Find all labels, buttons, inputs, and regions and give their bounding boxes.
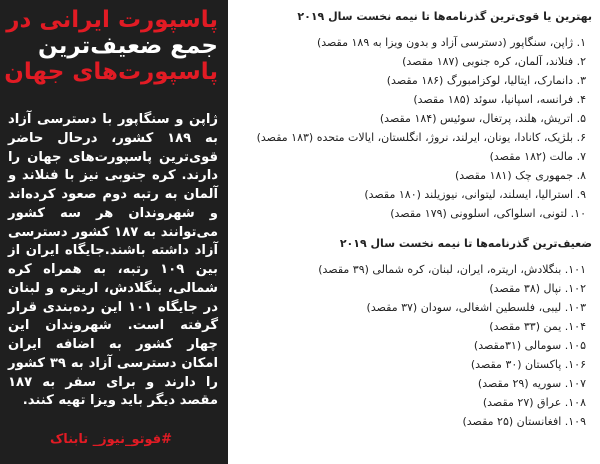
list-item: ۱۰۶. پاکستان (۳۰ مقصد)	[470, 358, 586, 371]
rankings	[236, 8, 592, 431]
list-item: ۱. ژاپن، سنگاپور (دسترسی آزاد و بدون ویزا به ۱۸۹ مقصد)	[316, 36, 586, 49]
list-item: ۱۰۱. بنگلادش، اریتره، ایران، لبنان، کره شمالی (۳۹ مقصد)	[318, 263, 586, 276]
headline	[4, 7, 218, 85]
list-item: ۱۰۲. نپال (۳۸ مقصد)	[489, 282, 586, 295]
list-item: ۲. فنلاند، آلمان، کره جنوبی (۱۸۷ مقصد)	[402, 55, 586, 68]
list-item: ۱۰۷. سوریه (۲۹ مقصد)	[477, 377, 586, 390]
list-item: ۳. دانمارک، ایتالیا، لوکزامبورگ (۱۸۶ مقصد)	[386, 74, 586, 87]
headline-panel	[0, 0, 228, 464]
weakest-title: ضعیف‌ترین گذرنامه‌ها تا نیمه نخست سال ۲۰۱۹	[339, 237, 592, 250]
headline-line-1: پاسپورت ایرانی در	[6, 7, 218, 33]
list-item: ۱۰۳. لیبی، فلسطین اشغالی، سودان (۳۷ مقصد)	[366, 301, 586, 314]
photo-news-credit: #فوتو_نیوز_ تابناک	[50, 432, 173, 447]
list-item: ۷. مالت (۱۸۲ مقصد)	[489, 150, 586, 163]
strongest-title: بهترین یا قوی‌ترین گذرنامه‌ها تا نیمه نخست سال ۲۰۱۹	[297, 10, 592, 23]
headline-line-3: پاسپورت‌های جهان	[4, 58, 218, 85]
list-item: ۱۰۴. یمن (۳۳ مقصد)	[489, 320, 586, 333]
list-item: ۱۰۵. سومالی (۳۱مقصد)	[473, 339, 586, 352]
list-item: ۸. جمهوری چک (۱۸۱ مقصد)	[455, 169, 586, 182]
list-item: ۱۰۹. افغانستان (۲۵ مقصد)	[462, 415, 586, 428]
weakest-list	[236, 260, 592, 431]
list-item: ۱۰. لتونی، اسلواکی، اسلوونی (۱۷۹ مقصد)	[390, 207, 586, 220]
headline-line-2: جمع ضعیف‌ترین	[38, 32, 218, 59]
strongest-list	[236, 33, 592, 223]
list-item: ۹. استرالیا، ایسلند، لیتوانی، نیوزیلند (۱۸۰ مقصد)	[364, 188, 586, 201]
summary-text: ژاپن و سنگاپور با دسترسی آزاد به ۱۸۹ کشور، درحال حاضر قوی‌ترین پاسپورت‌های جهان را دارند. کره جنوبی نیز با فنلاند و آلمان به رتبه دوم صعود کرده‌اند و شهروندان هر سه کشور می‌توانند به ۱۸۷ کشور دسترسی آزاد داشته باشند.جایگاه ایران از بین ۱۰۹ رتبه، به همراه کره شمالی، بنگلادش، اریتره و لبنان در جایگاه ۱۰۱ این رده‌بندی قرار گرفته است. شهروندان این چهار کشور به اضافه ایران امکان دسترسی آزاد به ۳۹ کشور را دارند و برای سفر به ۱۸۷ مقصد دیگر باید ویزا تهیه کنند.	[8, 112, 219, 409]
list-item: ۵. اتریش، هلند، پرتغال، سوئیس (۱۸۴ مقصد)	[379, 112, 586, 125]
list-item: ۱۰۸. عراق (۲۷ مقصد)	[482, 396, 586, 409]
list-item: ۴. فرانسه، اسپانیا، سوئد (۱۸۵ مقصد)	[413, 93, 586, 106]
list-item: ۶. بلژیک، کانادا، یونان، ایرلند، نروژ، انگلستان، ایالات متحده (۱۸۳ مقصد)	[256, 131, 586, 144]
